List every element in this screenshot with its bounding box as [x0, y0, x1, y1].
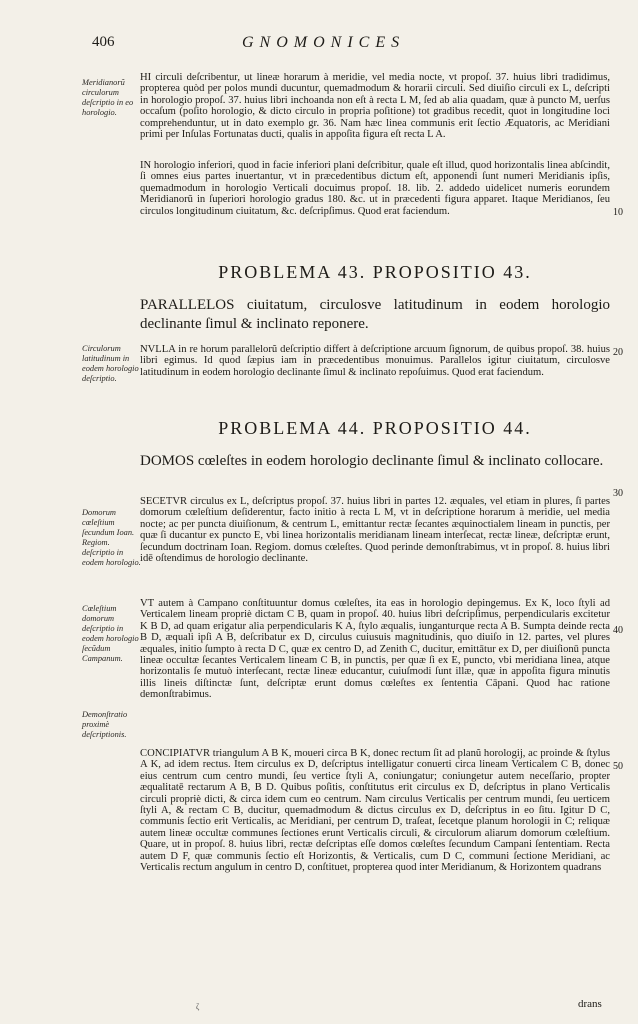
paragraph-6-block — [140, 748, 610, 873]
problem-44-heading: PROBLEMA 44. PROPOSITIO 44. — [218, 418, 532, 438]
paragraph-2-block — [140, 160, 610, 217]
line-number: 40 — [613, 625, 623, 636]
line-number: 30 — [613, 488, 623, 499]
margin-note-demonstration: Demonſtratio proximè deſcriptionis. — [82, 710, 128, 739]
paragraph: CONCIPIATVR triangulum A B K, moueri circa B K, donec rectum ſit ad planũ horologij, ac proinde & ſtylus A K, ad idem rectus. Item circulus ex D, deſcriptus intelligatur conuerti circa lineam Verticalem C B, donec eius centrum cum centro mundi, ſeu vertice ſtyli A, coniungatur; coniungetur autem neceſſario, propter æqualitatē rectarum A B, B D. Quibus poſitis, conſtitutus erit circulus ex D, deſcriptus in plano Verticalis circuli propriè dicti, & circa idem cum eo centrum. Nam circulus Verticalis per centrum mundi, ſeu uerticem ſtyli A, & rectam C B, ducitur, quemadmodum & dictus circulus ex D, deſcriptus in eo ſitu. Igitur D C, communis ſectio erit Verticalis, ac Meridiani, per centrum D, traſeat, ſecetque planum horologii in C; reliquæ autem lineæ occultæ communes ſectiones erunt Verticalis circuli, & circulorum aliarum domorum cœleſtium. Quare, ut in propoſ. 8. huius libri, rectæ deſcriptas eſſe domos cœleſtes ſecundum Campani ſententiam. Recta autem D F, quæ communis ſectio eſt Horizontis, & Verticalis, cum D C, communi ſectione Meridiani, ac Verticalis rectum angulum in centro D, conſtituet, propterea quod inter Meridianum, & Horizontem quadrans — [140, 748, 610, 874]
margin-note-houses-campanus: Cœleſtium domorum deſcriptio in eodem horologio ſecũdum Campanum. — [82, 604, 139, 663]
margin-note-houses-regiomontanus: Domorum cœleſtium ſecundum Ioan. Regiom. deſcriptio in eodem horologio. — [82, 508, 141, 567]
line-number: 20 — [613, 347, 623, 358]
paragraph: HI circuli deſcribentur, ut lineæ horarum à meridie, vel media nocte, vt propoſ. 37. huius libri tradidimus, propterea quòd per polos mundi ducuntur, quemadmodum & horarii circuli. Sed diuiſio circuli ex L, deſcripti in horologio propoſ. 37. huius libri inchoanda non eſt à recta L M, ſed ab alia quadam, quæ à puncto M, uerſus occaſum (poſito horologio, & dicto circulo in propria poſitione) tot gradibus recedit, quot in longitudine loci comprehenduntur, ut in dato exemplo gr. 36. Nam hæc linea communis erit ſectio Æquatoris, ac Meridiani primi per Inſulas Fortunatas ducti, qualis in appoſita figura eſt recta L A. — [140, 72, 610, 141]
margin-note-meridians: Meridianorũ circulorum deſcriptio in eo horologio. — [82, 78, 134, 117]
running-title: GNOMONICES — [242, 34, 406, 51]
paragraph: NVLLA in re horum parallelorũ deſcriptio differt à deſcriptione arcuum ſignorum, de quibus propoſ. 38. huius libri egimus. Id quod ſæpius iam in præcedentibus monuimus. Parallelos igitur ciuitatum, circulosve latitudinum in eodem horologio declinante ſimul & inclinato repoſuimus. Quod erat faciendum. — [140, 344, 610, 378]
paragraph-1-block — [140, 72, 610, 140]
problem-43-title: PARALLELOS ciuitatum, circulosve latitudinum in eodem horologio declinante ſimul & inclinato reponere. — [140, 297, 610, 332]
page-header — [92, 34, 612, 56]
problem-44-title: DOMOS cœleſtes in eodem horologio declinante ſimul & inclinato collocare. — [140, 453, 604, 469]
paragraph-3-block — [140, 344, 610, 378]
line-number: 50 — [613, 761, 623, 772]
paragraph: VT autem à Campano conſtituuntur domus cœleſtes, ita eas in horologio depingemus. Ex K, loco ſtyli ad Verticalem lineam propriè dictam C B, quam in propoſ. 40. huius libri deſcripſimus, perpendicularis excitetur K B D, ad quam erigatur alia perpendicularis K A, ſtylo æqualis, iunganturque recta A B. Sumpta deinde recta B D, æquali ipſi A B, deſcribatur ex D, circulus cuiusuis magnitudinis, quo diuiſo in 12. partes, vel plures æquales, initio ſumpto à recta D C, quæ ex centro D, ad Zenith C, ducitur, emittātur ex D, per diuiſionū puncta lineæ occultæ ſecantes Verticalem lineam C B, in punctis, per quæ ſi ex E, puncto, vbi meridiana linea, atque horizontalis ſe mutuò interſecant, rectæ lineæ educantur, cuiuſmodi ſunt illæ, quæ in appoſita figura minutis illis lineis diſtinctæ ſunt, deſcriptæ erunt domus cœleſtes ex ſententia Cāpani. Quod hac ratione demonſtrabimus. — [140, 598, 610, 701]
paragraph: SECETVR circulus ex L, deſcriptus propoſ. 37. huius libri in partes 12. æquales, vel etiam in plures, ſi partes domorum cœleſtium deſiderentur, facto initio à recta L M, vt in deſcriptione horarum à meridie, uel media nocte; ac per puncta diuiſionum, & centrum L, emittantur rectæ ſecantes æquinoctialem lineam in punctis, per quæ ſi ducantur ex puncto E, vbi linea horizontalis meridianam lineam interſecat, rectæ lineæ, deſcriptæ erunt, ſecundum doctrinam Ioan. Regiom. domus cœleſtes. Quod perinde demonſtrabimus, vt in propoſ. 8. huius libri idē oſtendimus de horologio declinante. — [140, 496, 610, 565]
paragraph: IN horologio inferiori, quod in facie inferiori plani deſcribitur, quale eſt illud, quod horizontalis linea abſcindit, ſi omnes eius partes inuertantur, vt in præcedentibus dictum eſt, apponendi ſunt numeri Meridianis ipſis, quemadmodum in horologio Verticali docuimus propoſ. 18. lib. 2. addedo uidelicet numeris eorundem Meridianorũ in ſuperiori horologio gradus 180. &c. ut in præcedenti figura apparet. Itaque Meridianos, ſeu circulos longitudinum ciuitatum, &c. deſcripſimus. Quod erat faciendum. — [140, 160, 610, 217]
signature-mark: ζ — [196, 1002, 200, 1011]
paragraph-5-block — [140, 598, 610, 701]
page-number: 406 — [92, 34, 115, 50]
paragraph-4-block — [140, 496, 610, 564]
catchword: drans — [578, 998, 602, 1010]
line-number: 10 — [613, 207, 623, 218]
problem-43-heading: PROBLEMA 43. PROPOSITIO 43. — [218, 262, 532, 282]
margin-note-latitudes: Circulorum latitudinum in eodem horologio deſcriptio. — [82, 344, 139, 383]
